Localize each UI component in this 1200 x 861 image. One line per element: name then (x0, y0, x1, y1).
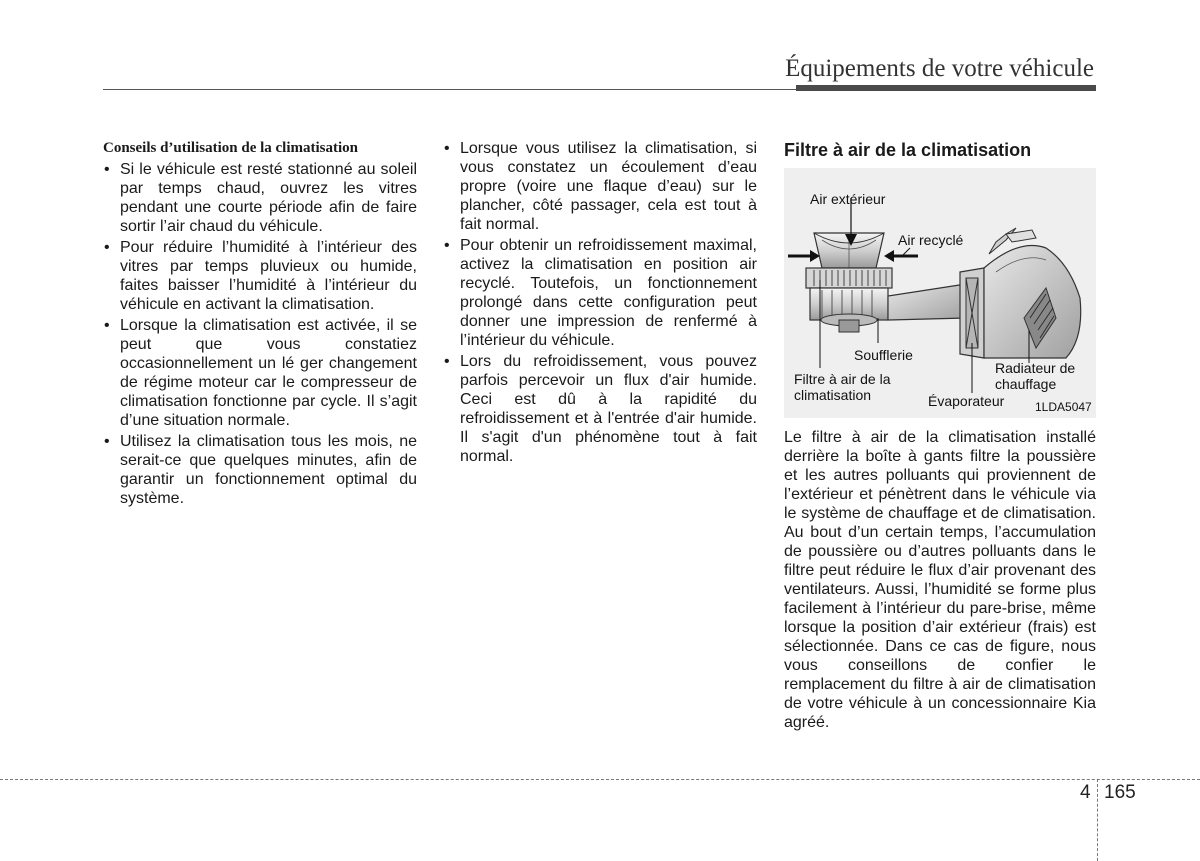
filter-box (806, 268, 892, 288)
label-heater-line2: chauffage (995, 376, 1057, 392)
usage-tips-list (103, 160, 417, 508)
chapter-number: 4 (1080, 782, 1091, 803)
blower-fan (810, 288, 888, 332)
column-usage-tips-continued (443, 139, 757, 468)
air-filter-heading: Filtre à air de la climatisation (784, 140, 1032, 160)
label-heater-line1: Radiateur de (995, 360, 1076, 376)
usage-tips-list-continued (443, 139, 757, 466)
label-blower: Soufflerie (854, 347, 913, 363)
label-filter-line1: Filtre à air de la (794, 371, 891, 387)
header-divider (103, 89, 796, 90)
label-filter-line2: climatisation (794, 387, 872, 403)
page-number: 165 (1104, 782, 1136, 803)
list-item: • Lors du refroidissement, vous pouvez parfois percevoir un flux d'air humide. Ceci est dû à la rapidité du refroidissement et à l'entrée d'air humide. Il s'agit d'un phénomène tout à fait normal. (443, 352, 757, 466)
list-item: • Si le véhicule est resté stationné au soleil par temps chaud, ouvrez les vitres pendant une courte période afin de faire sortir l’air chaud du véhicule. (103, 160, 417, 236)
page-header-title: Équipements de votre véhicule (785, 55, 1094, 82)
label-heater-core (995, 360, 1075, 392)
header-divider-bar (796, 85, 1096, 91)
footer-divider (0, 779, 1200, 780)
list-item: • Pour obtenir un refroidissement maximal, activez la climatisation en position air recyclé. Toutefois, un fonctionnement prolongé dans cette configuration peut donner une impression de renfermé à l’intérieur du véhicule. (443, 236, 757, 350)
list-item: • Utilisez la climatisation tous les mois, ne serait-ce que quelques minutes, afin de garantir un fonctionnement optimal du système. (103, 432, 417, 508)
footer-vertical-divider (1097, 779, 1098, 861)
label-evaporator: Évaporateur (928, 393, 1005, 409)
list-item: • Pour réduire l’humidité à l’intérieur des vitres par temps pluvieux ou humide, faites baisser l’humidité à l’intérieur du véhicule en activant la climatisation. (103, 238, 417, 314)
air-filter-diagram (784, 168, 1096, 418)
evaporator-case (960, 228, 1081, 358)
list-item: • Lorsque vous utilisez la climatisation, si vous constatez un écoulement d’eau propre (voire une flaque d’eau) sur le plancher, côté passager, cela est tout à fait normal. (443, 139, 757, 234)
duct (888, 284, 966, 320)
usage-tips-heading: Conseils d’utilisation de la climatisation (103, 140, 359, 156)
label-recycled-air: Air recyclé (898, 232, 964, 248)
label-outside-air: Air extérieur (810, 191, 886, 207)
column-air-filter (784, 139, 1096, 161)
column-usage-tips (103, 139, 417, 510)
list-item: • Lorsque la climatisation est activée, il se peut que vous constatiez occasionnellement un lé ger changement de régime moteur car le compresseur de climatisation fonctionne par cycle. Il s’agit d’une situation normale. (103, 316, 417, 430)
label-filter (794, 371, 890, 403)
air-filter-paragraph: Le filtre à air de la climatisation installé derrière la boîte à gants filtre la poussière et les autres polluants qui proviennent de l’extérieur et pénètrent dans le véhicule via le système de chauffage et de climatisation. Au bout d’un certain temps, l’accumulation de poussière ou d’autres polluants dans le filtre peut réduire le flux d’air provenant des ventilateurs. Aussi, l’humidité se forme plus facilement à l’intérieur du pare-brise, même lorsque la position d’air extérieur (frais) est sélectionnée. Dans ce cas de figure, nous vous conseillons de confier le remplacement du filtre à air de climatisation de votre véhicule à un concessionnaire Kia agréé. (784, 429, 1096, 731)
figure-code: 1LDA5047 (1035, 400, 1092, 414)
